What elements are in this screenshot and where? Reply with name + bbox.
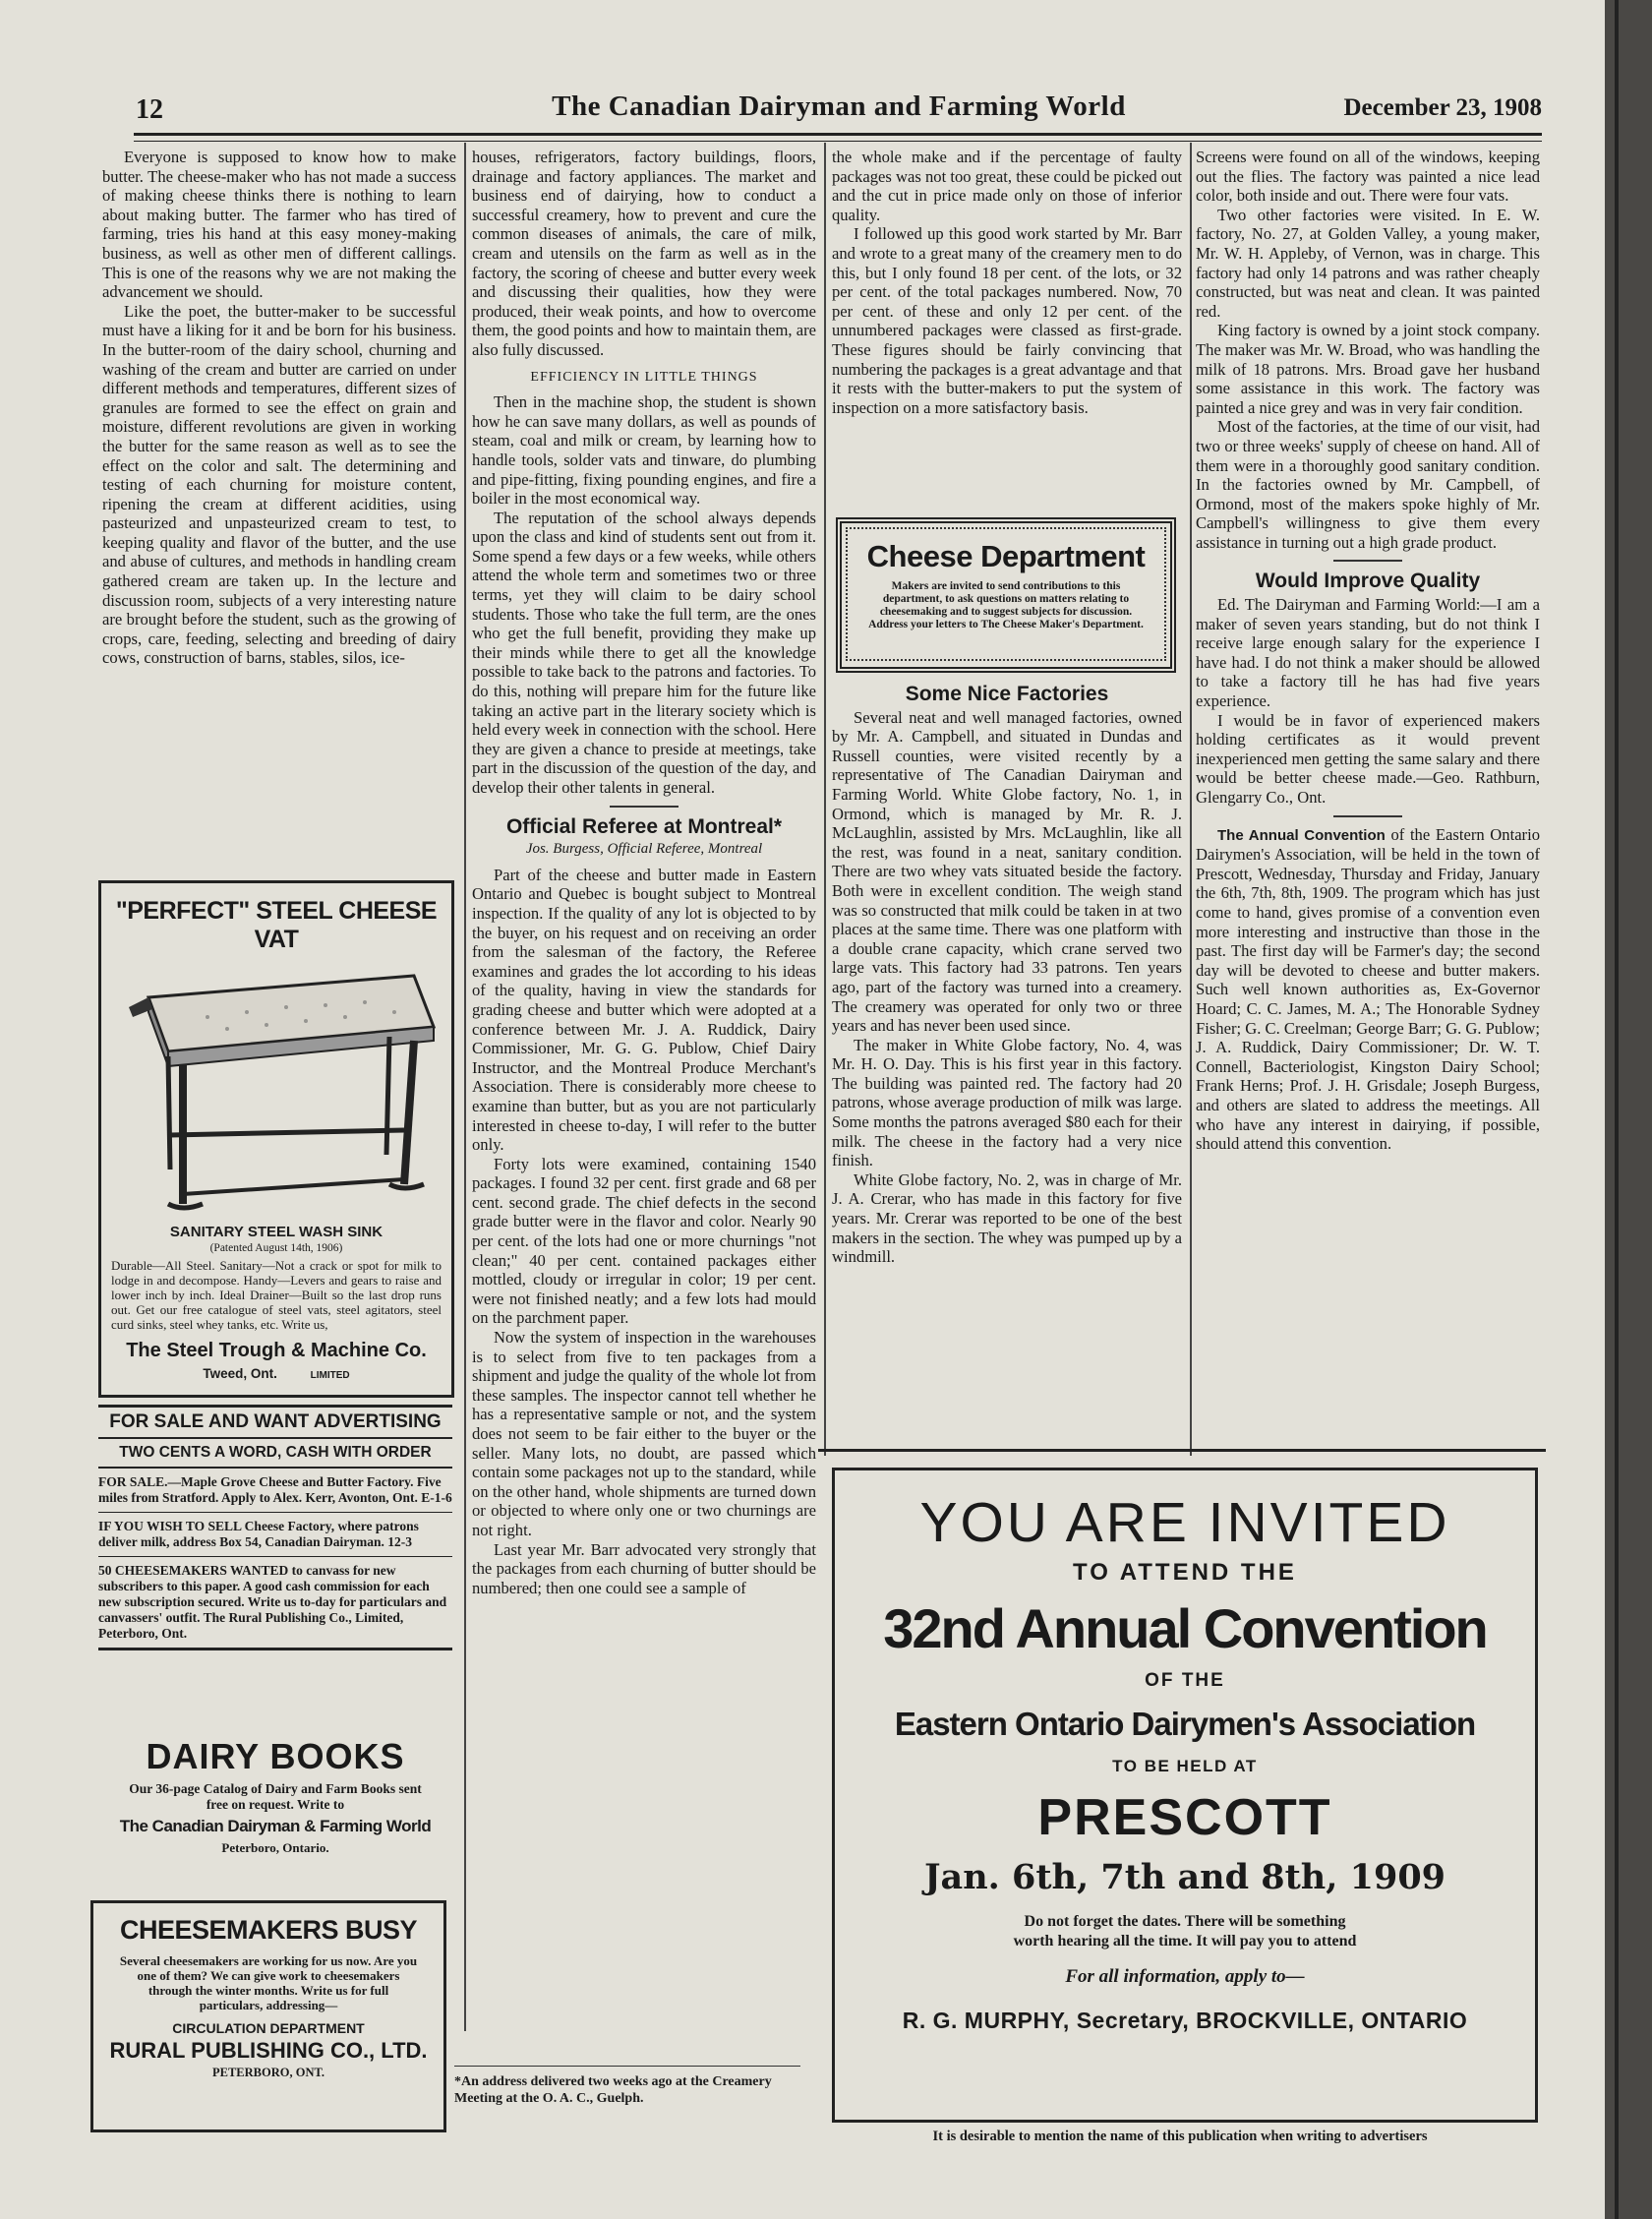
paragraph: Forty lots were examined, containing 1540 packages. I found 32 per cent. first grade and 68 per cent. second grade. The chief defects in the second grade butter were in the flavor and color. Nearly 90 per cent. of the lots had one or more churnings "not clean;" 40 per cent. contained packages either mottled, cloudy or irregular in color; 19 per cent. were not finished neatly; and a few lots had mould on the parchment paper.	[472, 1154, 816, 1328]
ad-steel-cheese-vat	[98, 880, 454, 1398]
footer-note: It is desirable to mention the name of this publication when writing to advertisers	[932, 2129, 1428, 2144]
ad-company: The Canadian Dairyman & Farming World	[119, 1817, 432, 1835]
issue-date: December 23, 1908	[1343, 94, 1542, 121]
classifieds-section	[98, 1405, 452, 1650]
article-byline: Jos. Burgess, Official Referee, Montreal	[525, 841, 763, 858]
divider	[1333, 560, 1402, 562]
section-subhead: EFFICIENCY IN LITTLE THINGS	[530, 369, 758, 385]
ad-text: Several cheesemakers are working for us now. Are you one of them? We can give work to cheesemakers through the winter months. Write us for full particulars, addressing—	[119, 1953, 418, 2012]
ad-cheesemakers-busy	[90, 1900, 446, 2132]
column-2-text	[472, 148, 816, 2058]
classified-item: FOR SALE.—Maple Grove Cheese and Butter Factory. Five miles from Stratford. Apply to Alex. Kerr, Avonton, Ont. E-1-6	[98, 1469, 452, 1513]
department-text: Makers are invited to send contributions to this department, to ask questions on matters relating to cheesemaking and to suggest subjects for discussion. Address your letters to The Cheese Maker's Department.	[868, 580, 1144, 630]
ad-caption: SANITARY STEEL WASH SINK	[169, 1224, 384, 1240]
paragraph: The reputation of the school always depends upon the class and kind of students sent out from it. Some spend a few days or a few weeks, while others attend the whole term and sometimes two or three terms, yet they will claim to be dairy school students. Those who take the full term, are the ones who get the full benefit, providing they make up their minds while there to get all the knowledge possible to take back to the patrons and factories. To do this, nothing will prepare him for the future like taking an active part in the literary society which is held every week in connection with the school. Here they are given a chance to preside at meetings, take part in the discussion of the question of the day, and develop their other talents in general.	[472, 508, 816, 797]
ad-line: OF THE	[1145, 1670, 1225, 1691]
paragraph: The maker in White Globe factory, No. 4, was Mr. H. O. Day. This is his first year in this factory. The building was painted red. The factory had 20 patrons, whose average production of milk was large. Some months the patrons averaged $80 each for their milk. The cheese in the factory had a very nice finish.	[832, 1035, 1182, 1170]
ad-line: PRESCOTT	[1037, 1789, 1332, 1846]
footnote-rule	[454, 2066, 800, 2067]
column-4-text	[1196, 148, 1540, 1446]
paragraph: Last year Mr. Barr advocated very strongly that the packages from each churning of butter should be numbered; then one could see a sample of	[472, 1539, 816, 1597]
column-divider	[464, 143, 466, 2031]
paragraph: I followed up this good work started by Mr. Barr and wrote to a great many of the creamery men to do this, but I only found 18 per cent. of the lots, or 32 per cent. of the total packages numbered. Now, 70 per cent. of these and only 12 per cent. of the unnumbered packages were classed as first-grade. These figures should be fairly convincing that numbering the packages is a great advantage and that it rests with the butter-makers to put the system of inspection on a more satisfactory basis.	[832, 224, 1182, 417]
ad-line: TO ATTEND THE	[1073, 1559, 1297, 1586]
ad-dept: CIRCULATION DEPARTMENT	[172, 2020, 365, 2036]
ad-location: Peterboro, Ontario.	[221, 1840, 329, 1855]
column-divider	[824, 143, 826, 1456]
ad-company: RURAL PUBLISHING CO., LTD.	[109, 2038, 428, 2063]
ad-title: "PERFECT" STEEL CHEESE VAT	[115, 897, 438, 953]
ad-line: Do not forget the dates. There will be something	[1024, 1913, 1346, 1930]
ad-title: DAIRY BOOKS	[146, 1736, 405, 1776]
divider	[1333, 815, 1402, 817]
classifieds-title: FOR SALE AND WANT ADVERTISING	[109, 1411, 442, 1432]
ad-line: worth hearing all the time. It will pay you to attend	[1013, 1933, 1357, 1949]
ad-line: Jan. 6th, 7th and 8th, 1909	[923, 1857, 1446, 1897]
paragraph: Everyone is supposed to know how to make butter. The cheese-maker who has not made a success of making cheese thinks there is nothing to learn about making butter. The farmer who has tired of farming, tries his hand at this easy money-making business, as well as other men of different callings. This is one of the reasons why we are not making the advancement we should.	[102, 148, 456, 302]
ad-location: Tweed, Ont.	[203, 1366, 277, 1381]
page-number: 12	[136, 94, 163, 125]
footnote: *An address delivered two weeks ago at the Creamery Meeting at the O. A. C., Guelph.	[454, 2074, 772, 2106]
ad-line: Eastern Ontario Dairymen's Association	[894, 1706, 1476, 1742]
ad-location: PETERBORO, ONT.	[211, 2066, 325, 2079]
ad-line: TO BE HELD AT	[1112, 1757, 1258, 1775]
header-rule	[134, 133, 1542, 142]
column-3-text-bottom	[832, 681, 1182, 1448]
running-header	[136, 90, 1542, 130]
publication-title: The Canadian Dairyman and Farming World	[552, 90, 1126, 122]
column-divider	[1190, 143, 1192, 1456]
article-title: Would Improve Quality	[1255, 570, 1481, 593]
paragraph: Screens were found on all of the windows, keeping out the flies. The factory was painted a nice lead color, both inside and out. There were four vats.	[1196, 148, 1540, 206]
ad-features: Durable—All Steel. Sanitary—Not a crack or spot for milk to lodge in and decompose. Handy—Levers and gears to raise and lower inch by inch. Ideal Drainer—Built so the last drop runs out. Get our free catalogue of steel vats, steel agitators, steel curd sinks, steel whey tanks, etc. Write us,	[111, 1258, 442, 1332]
wash-sink-illustration	[109, 958, 443, 1224]
ad-patent: (Patented August 14th, 1906)	[209, 1242, 343, 1254]
classified-item: IF YOU WISH TO SELL Cheese Factory, where patrons deliver milk, address Box 54, Canadian Dairyman. 12-3	[98, 1513, 452, 1557]
cheese-department-box	[836, 517, 1176, 673]
ad-limited: LIMITED	[310, 1370, 350, 1381]
ad-line: YOU ARE INVITED	[919, 1491, 1450, 1554]
paragraph: I would be in favor of experienced makers holding certificates as it would prevent inexperienced men getting the same salary and there would be better cheese made.—Geo. Rathburn, Glengarry Co., Ont.	[1196, 710, 1540, 807]
scan-edge	[1605, 0, 1652, 2219]
ad-text: Our 36-page Catalog of Dairy and Farm Books sent free on request. Write to	[129, 1781, 422, 1812]
classifieds-rate: TWO CENTS A WORD, CASH WITH ORDER	[119, 1444, 432, 1461]
convention-text: of the Eastern Ontario Dairymen's Association, will be held in the town of Prescott, Wednesday, Thursday and Friday, January the 6th, 7th, 8th, 1909. The program which has just come to hand, gives promise of a convention even more interesting and instructive than those in the past. The first day will be Farmer's day; the second day will be devoted to cheese and butter makers. Such well known authorities as, Ex-Governor Hoard; C. C. James, M. A.; The Honorable Sydney Fisher; G. C. Creelman; George Barr; G. G. Publow; J. A. Ruddick, Dairy Commissioner; Dr. W. T. Connell, Bacteriologist, Kingston Dairy School; Frank Herns; Prof. J. H. Grisdale; Joseph Burgess, and others are slated to address the meetings. All who have any interest in dairying, if possible, should attend this convention.	[1196, 824, 1540, 1154]
divider	[610, 806, 678, 808]
paragraph: Part of the cheese and butter made in Eastern Ontario and Quebec is bought subject to Montreal inspection. If the quality of any lot is objected to by the buyer, on his request and on receiving an order from the salesman of the factory, the Referee examines and grades the lot according to his ideas of the quality, having in view the standards for grading cheese and butter which were adopted at a conference between Mr. J. A. Ruddick, Dairy Commissioner, Mr. G. G. Publow, Chief Dairy Instructor, and the Montreal Produce Merchant's Association. There is considerably more cheese to examine than butter, but as you are not particularly interested in cheese to-day, I will refer to the butter only.	[472, 865, 816, 1155]
paragraph: Like the poet, the butter-maker to be successful must have a liking for it and be born for his business. In the butter-room of the dairy school, churning and washing of the cream and butter are carried on under different methods and temperatures, different sizes of granules are formed to see the effect on grain and moisture, different revolutions are given in working the butter for the same reason as well as to see the effect on the color and salt. The determining and testing of each churning for moisture content, ripening the cream at different acidities, using pasteurized and unpasteurized cream to test, to keeping quality and flavor of the butter, and the use and abuse of cultures, and methods in handling cream gathered cream are taken up. In the lecture and discussion room, subjects of a very interesting nature are brought before the student, such as the growing of crops, care, feeding, selecting and breeding of dairy cows, construction of barns, stables, silos, ice-	[102, 301, 456, 668]
paragraph: White Globe factory, No. 2, was in charge of Mr. J. A. Crerar, who has made in this factory for five years. Mr. Crerar was reported to be one of the best makers in the section. The whey was pumped up by a windmill.	[832, 1169, 1182, 1267]
ad-title: CHEESEMAKERS BUSY	[119, 1915, 418, 1945]
department-title: Cheese Department	[866, 539, 1146, 573]
ad-line: 32nd Annual Convention	[883, 1597, 1487, 1659]
ad-company: The Steel Trough & Machine Co.	[126, 1340, 427, 1361]
ad-convention	[832, 1468, 1538, 2123]
paragraph: houses, refrigerators, factory buildings, floors, drainage and factory appliances. The market and business end of dairying, how to conduct a successful creamery, how to prevent and cure the common diseases of animals, the care of milk, cream and utensils on the farm as well as in the factory, the scoring of cheese and butter every week and discussing their qualities, how they were produced, their weak points, and how to overcome them, the good points and how to maintain them, are also fully discussed.	[472, 148, 816, 359]
paragraph: Two other factories were visited. In E. W. factory, No. 27, at Golden Valley, a young maker, Mr. W. H. Appleby, of Vernon, was in charge. This factory had only 14 patrons and was rather cheaply constructed, but was neat and clean. It was painted red.	[1196, 205, 1540, 321]
column-3-text-top	[832, 148, 1182, 507]
paragraph: Most of the factories, at the time of our visit, had two or three weeks' supply of cheese on hand. All of them were in a thoroughly good sanitary condition. In the factories owned by Mr. Campbell, of Ormond, most of the makers spoke highly of Mr. Campbell's willingness to give them every assistance in turning out a high grade product.	[1196, 417, 1540, 552]
ad-line: R. G. MURPHY, Secretary, BROCKVILLE, ONTARIO	[902, 2008, 1468, 2033]
classified-item: 50 CHEESEMAKERS WANTED to canvass for new subscribers to this paper. A good cash commission for each new subscription secured. Write us to-day for particulars and canvassers' outfit. The Rural Publishing Co., Limited, Peterboro, Ont.	[98, 1557, 452, 1650]
paragraph: Several neat and well managed factories, owned by Mr. A. Campbell, and situated in Dundas and Russell counties, were visited recently by a representative of The Canadian Dairyman and Farming World. White Globe factory, No. 1, in Ormond, which is managed by Mr. R. J. McLaughlin, assisted by Mrs. McLaughlin, like all the rest, was found in a neat, sanitary condition. There are two whey vats situated beside the factory. Both were in excellent condition. The weigh stand was so constructed that milk could be taken in at two places at the same time. There was one platform with a double crane capacity, which crane served two large vats. This factory had 33 patrons. Ten years ago, part of the factory was turned into a creamery. The creamery was operated for only two or three years and has never been used since.	[832, 707, 1182, 1036]
paragraph: Then in the machine shop, the student is shown how he can save many dollars, as well as pounds of steam, coal and milk or cream, by learning how to handle tools, solder vats and tinware, do plumbing and pipe-fitting, fixing pounding engines, and fire a boiler in the most economical way.	[472, 392, 816, 509]
article-title: Some Nice Factories	[905, 683, 1109, 705]
paragraph: the whole make and if the percentage of faulty packages was not too great, these could be picked out and the cut in price made only on those of inferior quality.	[832, 148, 1182, 224]
ad-dairy-books	[98, 1736, 452, 1856]
column-1-text	[102, 148, 456, 870]
paragraph: Now the system of inspection in the warehouses is to select from five to ten packages from a shipment and judge the quality of the whole lot from these samples. The inspector cannot tell whether he has a representative sample or not, and the system does not seem to be fair either to the buyer or the seller. Many lots, no doubt, are passed which contain some packages not up to the standard, while on the other hand, whole shipments are turned down or objected to where only one or two churnings are not right.	[472, 1328, 816, 1539]
ad-line: For all information, apply to—	[1065, 1966, 1305, 1987]
ad-top-rule	[818, 1449, 1546, 1452]
article-title: Official Referee at Montreal*	[505, 814, 783, 838]
paragraph: King factory is owned by a joint stock company. The maker was Mr. W. Broad, who was handling the milk of 18 patrons. Mrs. Broad gave her husband some assistance in this work. The factory was painted a nice grey and was in very fair condition.	[1196, 321, 1540, 417]
paragraph: Ed. The Dairyman and Farming World:—I am a maker of seven years standing, but do not think I receive large enough salary for the experience I have had. I do not think a maker should be allowed to take a factory till he has had five years experience.	[1196, 595, 1540, 711]
convention-lead: The Annual Convention	[1217, 826, 1386, 844]
